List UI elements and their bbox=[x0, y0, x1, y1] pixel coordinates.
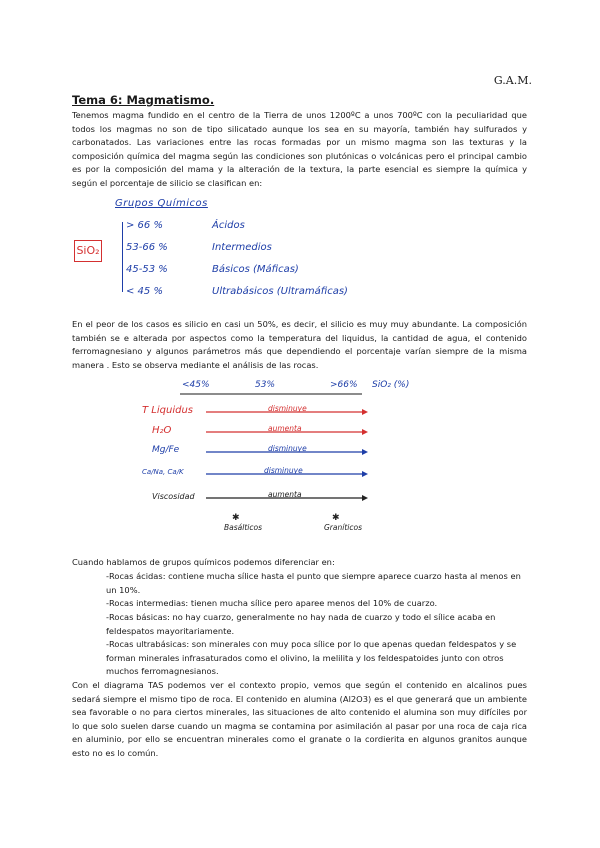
list-item-acid: -Rocas ácidas: contiene mucha sílice hasta el punto que siempre aparece cuarzo hasta al menos en un 10%. bbox=[106, 571, 521, 595]
silica-trends-figure bbox=[140, 380, 460, 540]
label-ca: Ca/Na, Ca/K bbox=[142, 468, 184, 476]
closing-paragraph: Con el diagrama TAS podemos ver el contexto propio, vemos que según el contenido en alcalinos pues sedará siempre el mismo tipo de roca. El contenido en alumina (Al2O3) es el que generará que un ambiente sea favorable o no para ciertos minerales, las situaciones de alto contenido el alumina son muy difíciles por lo que solo suelen darse cuando un magma se contamina por asimilación al pasar por una roca de caja rica en aluminio, por ello se encuentran minerales como el granate o la cordierita en algunos granitos aunque esto no es lo común. bbox=[72, 680, 527, 758]
arrowhead-viscosity bbox=[362, 495, 368, 501]
footer-basaltic: Basálticos bbox=[224, 523, 262, 532]
trend-ca: disminuye bbox=[264, 466, 303, 475]
second-paragraph: En el peor de los casos es silicio en casi un 50%, es decir, el silicio es muy muy abundante. La composición también se e alterada por aspectos como la temperatura del liquidus, la cantidad de agua, el contenido ferromagnesiano y algunos parámetros más que dependiendo el porcentaje varían siempre de la misma manera . Esto se observa mediante el análisis de las rocas. bbox=[72, 319, 527, 370]
label-liquidus: T Liquidus bbox=[142, 405, 193, 416]
author-initials: G.A.M. bbox=[493, 74, 532, 87]
group-name-basic: Básicos (Máficas) bbox=[212, 264, 299, 275]
group-bracket bbox=[122, 222, 129, 292]
group-pct-ultrabasic: < 45 % bbox=[126, 286, 163, 297]
trend-water: aumenta bbox=[268, 424, 302, 433]
star-basaltic: ✱ bbox=[232, 513, 240, 523]
axis-unit: SiO₂ (%) bbox=[372, 380, 410, 390]
axis-low: <45% bbox=[182, 380, 210, 390]
axis-mid: 53% bbox=[255, 380, 276, 390]
trend-mgfe: disminuye bbox=[268, 444, 307, 453]
groups-intro: Cuando hablamos de grupos químicos podemos diferenciar en: bbox=[72, 557, 335, 567]
arrowhead-liquidus bbox=[362, 409, 368, 415]
star-granitic: ✱ bbox=[332, 513, 340, 523]
label-mgfe: Mg/Fe bbox=[152, 445, 180, 455]
axis-high: >66% bbox=[330, 380, 358, 390]
trend-liquidus: disminuye bbox=[268, 404, 307, 413]
label-viscosity: Viscosidad bbox=[152, 492, 195, 501]
list-item-ultrabasic: -Rocas ultrabásicas: son minerales con muy poca sílice por lo que apenas quedan feldespatos y se forman minerales infrasaturados como el olivino, la melilita y los feldespatoides junto con otros muchos ferromagnesianos. bbox=[106, 639, 517, 677]
list-item-intermediate: -Rocas intermedias: tienen mucha sílice pero aparee menos del 10% de cuarzo. bbox=[106, 598, 438, 608]
group-name-acid: Ácidos bbox=[212, 220, 245, 231]
group-pct-acid: > 66 % bbox=[126, 220, 163, 231]
group-name-ultrabasic: Ultrabásicos (Ultramáficas) bbox=[212, 286, 348, 297]
intro-paragraph: Tenemos magma fundido en el centro de la Tierra de unos 1200ºC a unos 700ºC con la peculiaridad que todos los magmas no son de tipo silicatado aunque los sea en su mayoría, también hay sulfurados y carbonatados. Las variaciones entre las rocas formadas por un mismo magma son las texturas y la composición química del magma según las condiciones son plutónicas o volcánicas pero el principal cambio es por la composición del mama y la alteración de la textura, la parte esencial es siempre la química y según el porcentaje de silicio se clasifican en: bbox=[72, 110, 527, 188]
arrowhead-ca bbox=[362, 471, 368, 477]
figure1-heading: Grupos Químicos bbox=[115, 198, 208, 209]
group-pct-intermediate: 53-66 % bbox=[126, 242, 168, 253]
chemical-groups-figure bbox=[70, 190, 400, 305]
trend-viscosity: aumenta bbox=[268, 490, 302, 499]
arrowhead-mgfe bbox=[362, 449, 368, 455]
footer-granitic: Graníticos bbox=[324, 523, 362, 532]
page-title: Tema 6: Magmatismo. bbox=[72, 93, 215, 107]
arrowhead-water bbox=[362, 429, 368, 435]
sio2-label: SiO₂ bbox=[74, 240, 102, 262]
group-pct-basic: 45-53 % bbox=[126, 264, 168, 275]
list-item-basic: -Rocas básicas: no hay cuarzo, generalmente no hay nada de cuarzo y todo el sílice acaba en feldespatos mayoritariamente. bbox=[106, 612, 496, 636]
group-name-intermediate: Intermedios bbox=[212, 242, 272, 253]
label-water: H₂O bbox=[152, 425, 172, 436]
